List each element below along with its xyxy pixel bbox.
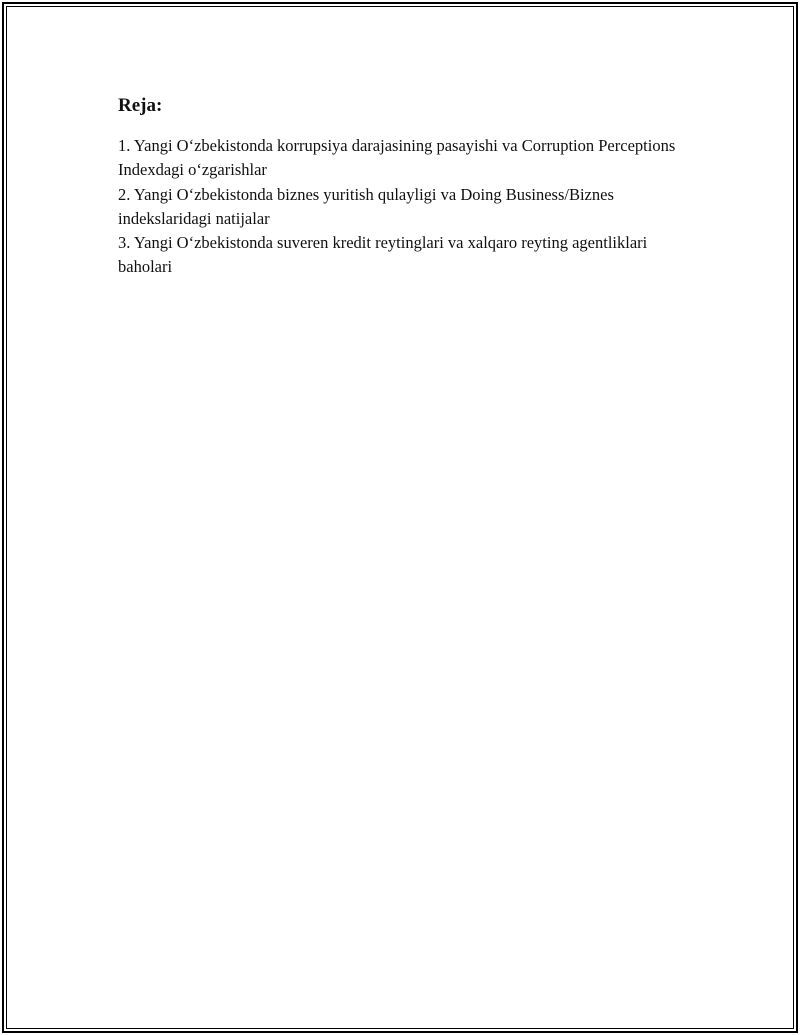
document-body: [118, 94, 698, 280]
plan-item-1: 1. Yangi O‘zbekistonda korrupsiya darajasining pasayishi va Corruption Perceptions Indexdagi o‘zgarishlar: [118, 136, 676, 180]
plan-heading: Reja:: [118, 95, 163, 116]
plan-item-2: 2. Yangi O‘zbekistonda biznes yuritish qulayligi va Doing Business/Biznes indekslaridagi natijalar: [118, 184, 614, 228]
plan-list: [118, 134, 698, 280]
plan-item-3: 3. Yangi O‘zbekistonda suveren kredit reytinglari va xalqaro reyting agentliklari baholari: [118, 233, 648, 277]
